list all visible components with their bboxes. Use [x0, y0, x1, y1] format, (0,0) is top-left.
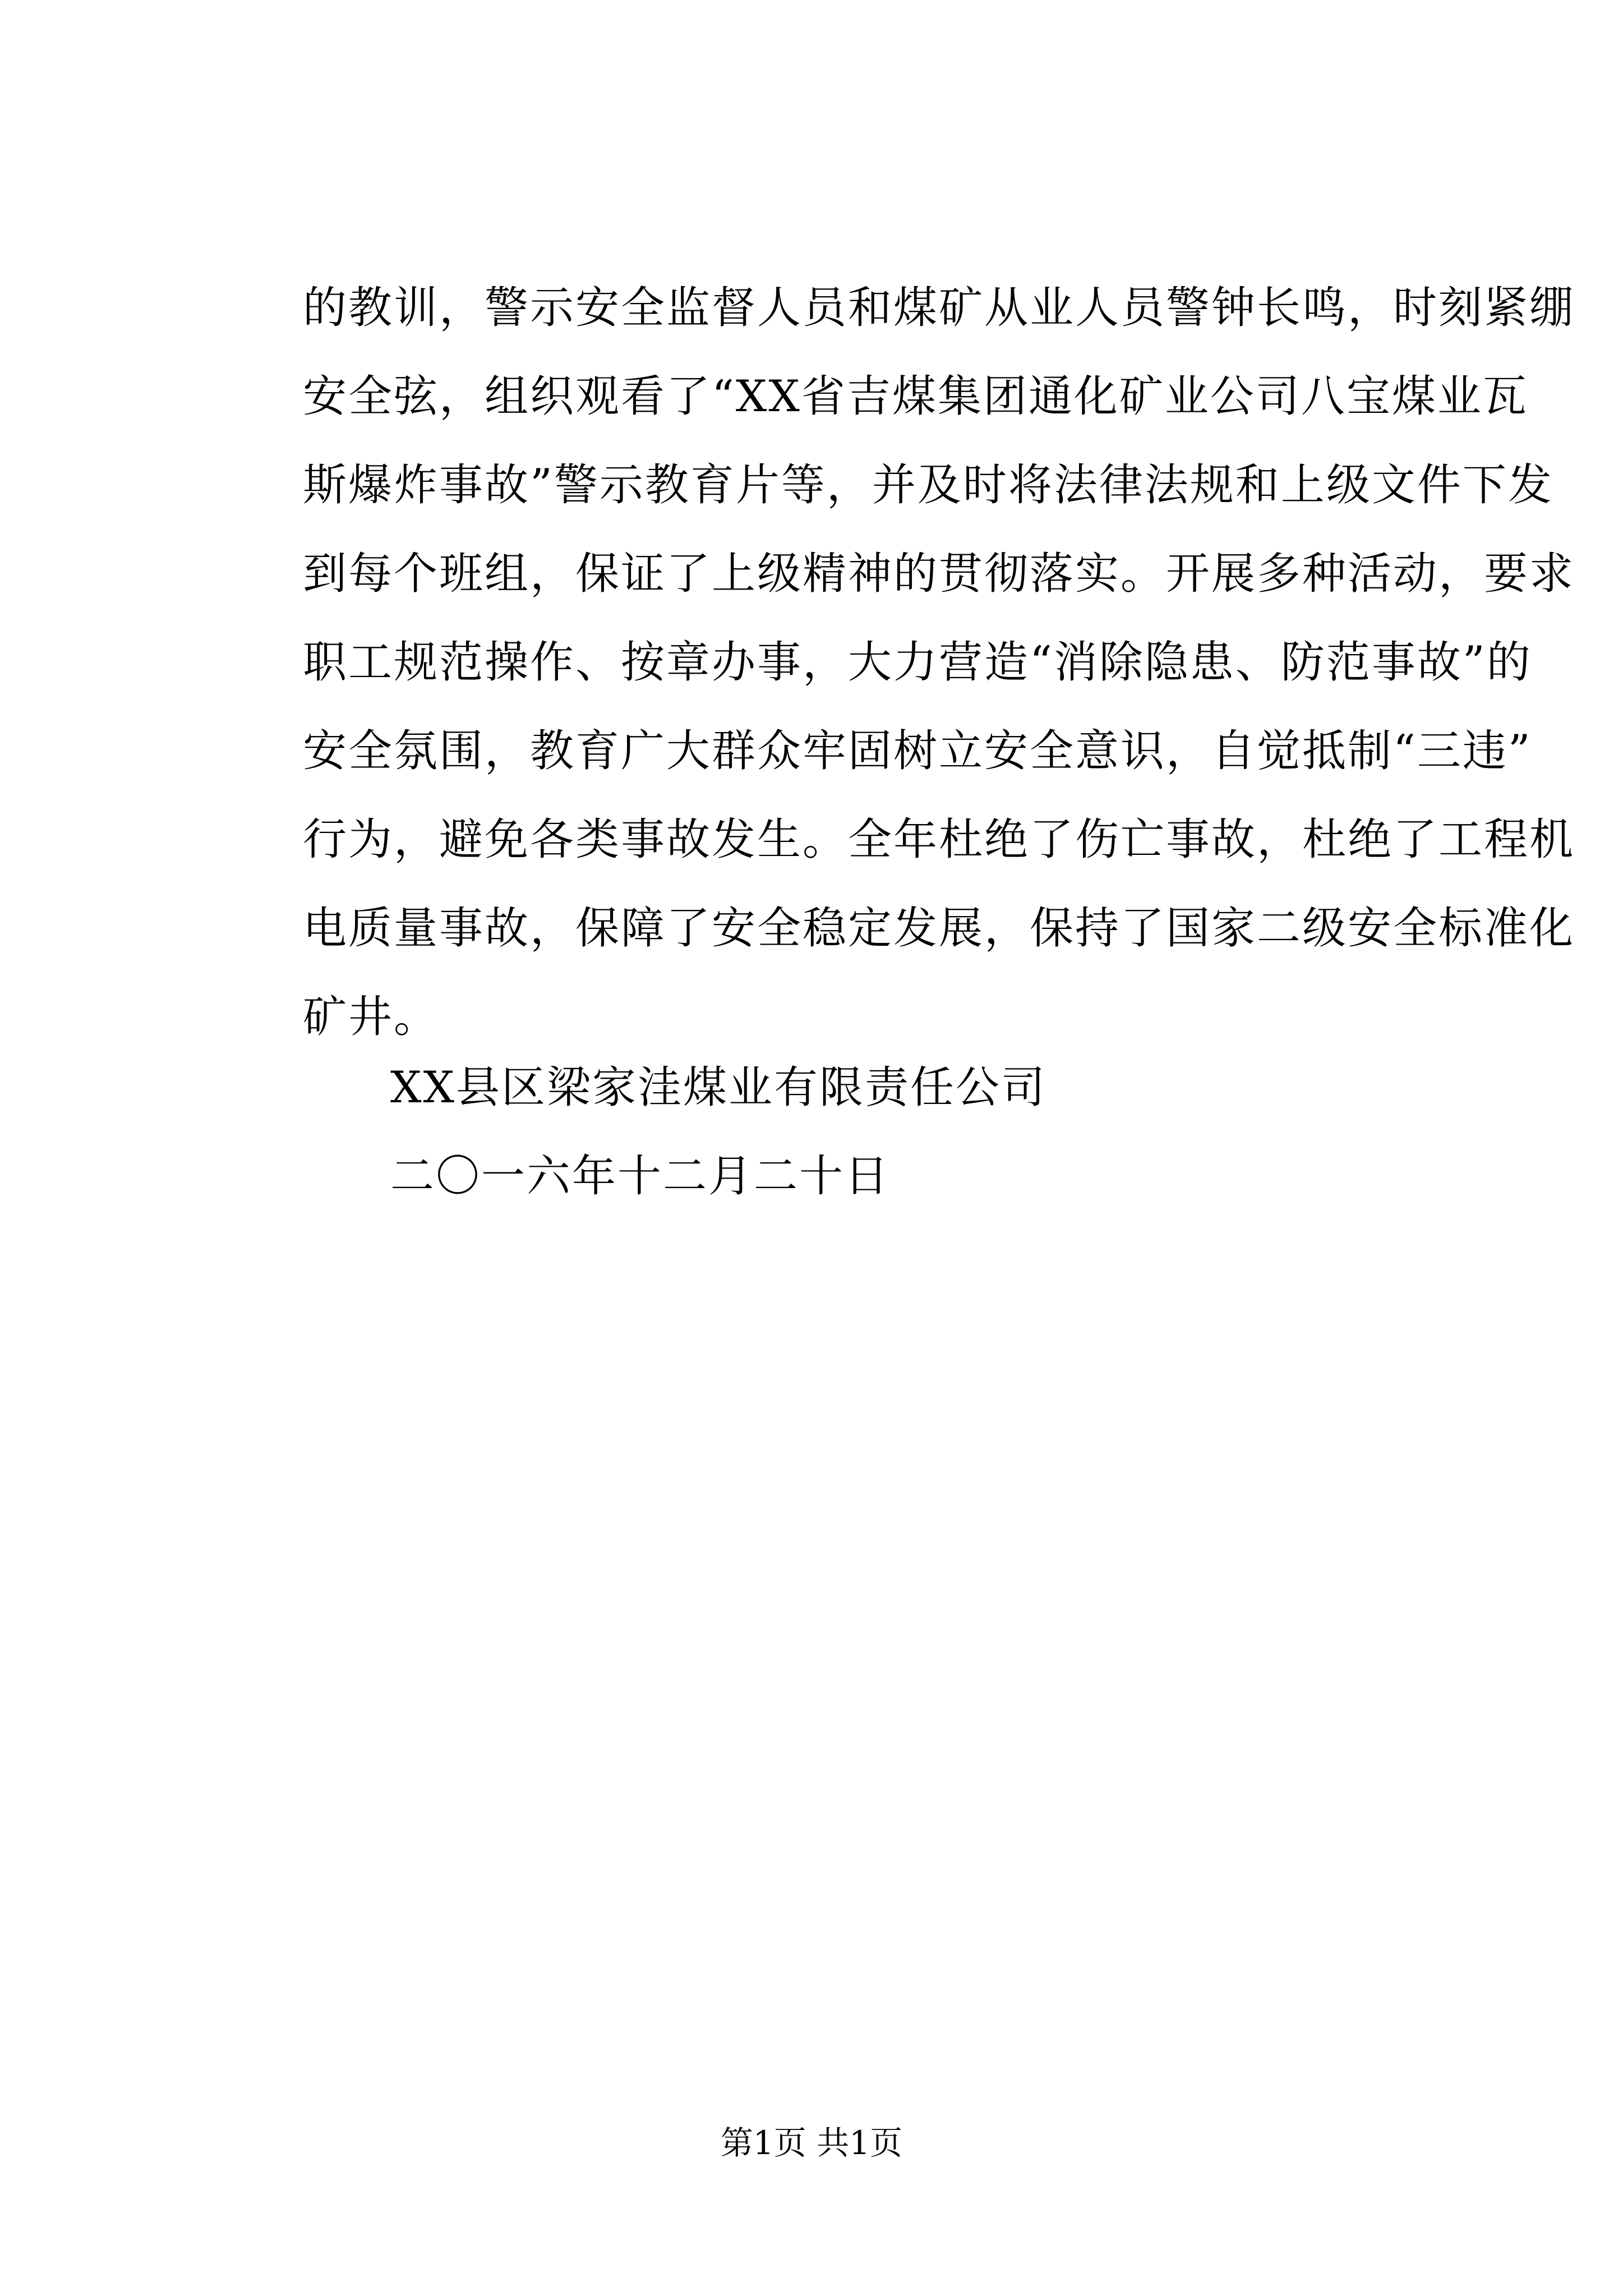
- page-footer: 第1页 共1页: [720, 2124, 903, 2162]
- body-line: 到每个班组，保证了上级精神的贯彻落实。开展多种活动，要求: [303, 549, 1575, 599]
- body-line: 安全氛围，教育广大群众牢固树立安全意识，自觉抵制“三违”: [303, 726, 1532, 776]
- signature-date: 二〇一六年十二月二十日: [390, 1151, 891, 1202]
- signature-company: XX县区梁家洼煤业有限责任公司: [390, 1062, 1047, 1113]
- body-line: 的教训，警示安全监督人员和煤矿从业人员警钟长鸣，时刻紧绷: [303, 283, 1575, 333]
- body-line: 电质量事故，保障了安全稳定发展，保持了国家二级安全标准化: [303, 903, 1575, 954]
- body-line: 斯爆炸事故”警示教育片等，并及时将法律法规和上级文件下发: [303, 460, 1553, 510]
- signature-block: [303, 1043, 1402, 1221]
- body-line: 职工规范操作、按章办事，大力营造“消除隐患、防范事故”的: [303, 637, 1532, 688]
- body-paragraph: [303, 264, 1575, 1061]
- body-line: 安全弦，组织观看了“XX省吉煤集团通化矿业公司八宝煤业瓦: [303, 371, 1528, 422]
- body-line: 行为，避免各类事故发生。全年杜绝了伤亡事故，杜绝了工程机: [303, 815, 1575, 865]
- body-line: 矿井。: [303, 992, 440, 1042]
